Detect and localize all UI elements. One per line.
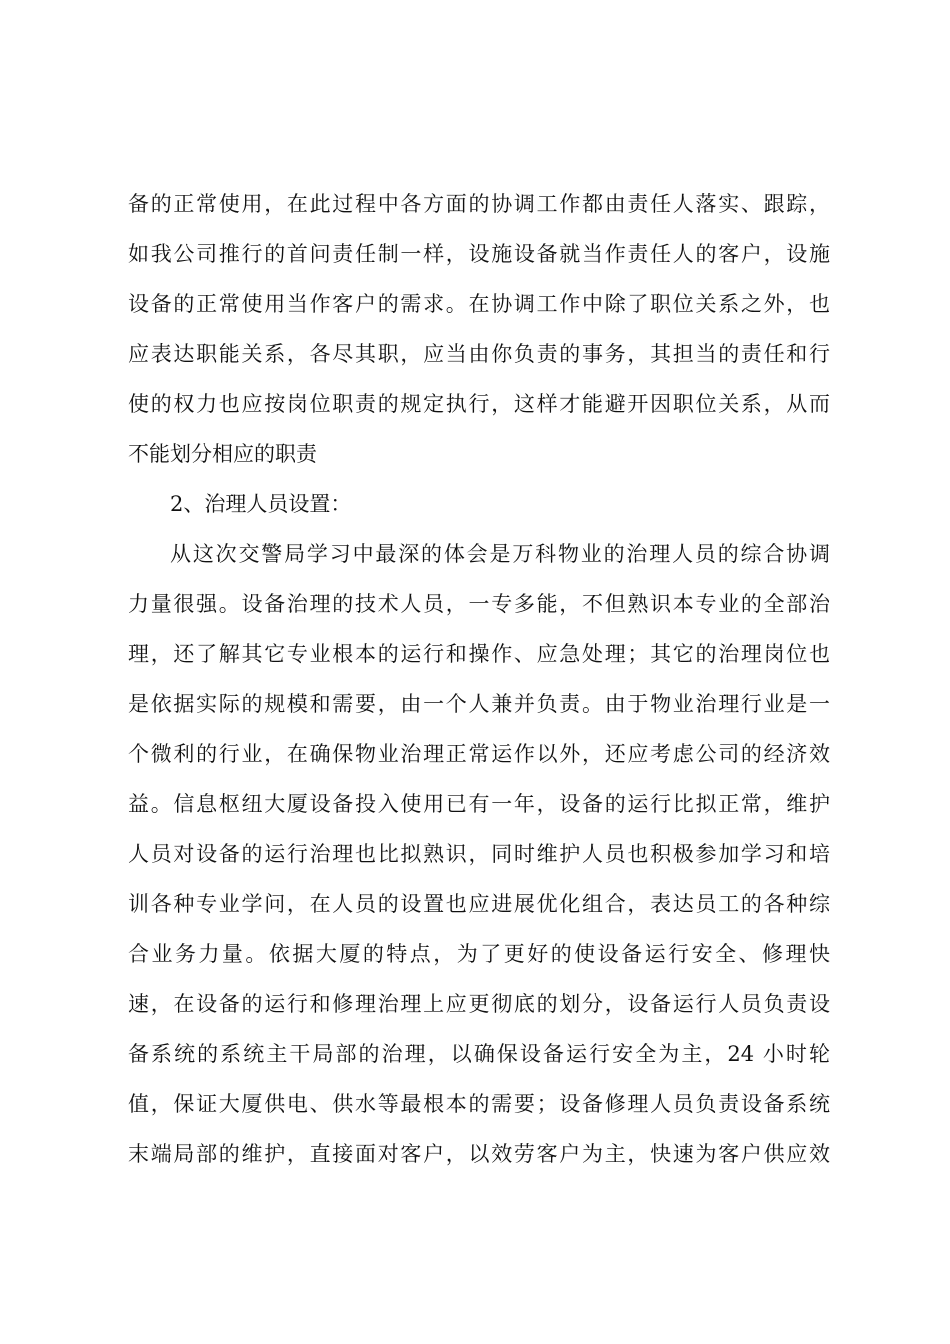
text-line: 训各种专业学问，在人员的设置也应进展优化组合，表达员工的各种综: [128, 892, 830, 916]
text-line: 从这次交警局学习中最深的体会是万科物业的治理人员的综合协调: [170, 542, 830, 566]
text-line: 合业务力量。依据大厦的特点，为了更好的使设备运行安全、修理快: [128, 942, 830, 966]
text-line: 备的正常使用，在此过程中各方面的协调工作都由责任人落实、跟踪，: [128, 192, 830, 216]
text-line: 个微利的行业，在确保物业治理正常运作以外，还应考虑公司的经济效: [128, 742, 830, 766]
text-line: 使的权力也应按岗位职责的规定执行，这样才能避开因职位关系，从而: [128, 392, 830, 416]
text-line: 备系统的系统主干局部的治理，以确保设备运行安全为主，24 小时轮: [128, 1042, 830, 1066]
text-line: 设备的正常使用当作客户的需求。在协调工作中除了职位关系之外，也: [128, 292, 830, 316]
text-line: 如我公司推行的首问责任制一样，设施设备就当作责任人的客户，设施: [128, 242, 830, 266]
text-line: 理，还了解其它专业根本的运行和操作、应急处理；其它的治理岗位也: [128, 642, 830, 666]
text-line: 不能划分相应的职责: [128, 442, 317, 466]
section-heading: [128, 479, 830, 529]
text-line: 人员对设备的运行治理也比拟熟识，同时维护人员也积极参加学习和培: [128, 842, 830, 866]
text-line: 末端局部的维护，直接面对客户，以效劳客户为主，快速为客户供应效: [128, 1142, 830, 1166]
text-line: 是依据实际的规模和需要，由一个人兼并负责。由于物业治理行业是一: [128, 692, 830, 716]
section-heading-text: 2、治理人员设置：: [170, 492, 352, 516]
text-line: 力量很强。设备治理的技术人员，一专多能，不但熟识本专业的全部治: [128, 592, 830, 616]
text-line: 益。信息枢纽大厦设备投入使用已有一年，设备的运行比拟正常，维护: [128, 792, 830, 816]
document-body: [128, 179, 830, 1179]
text-line: 速，在设备的运行和修理治理上应更彻底的划分，设备运行人员负责设: [128, 992, 830, 1016]
paragraph-staffing: [128, 529, 830, 1179]
text-line: 值，保证大厦供电、供水等最根本的需要；设备修理人员负责设备系统: [128, 1092, 830, 1116]
text-line: 应表达职能关系，各尽其职，应当由你负责的事务，其担当的责任和行: [128, 342, 830, 366]
paragraph-coordination: [128, 179, 830, 479]
